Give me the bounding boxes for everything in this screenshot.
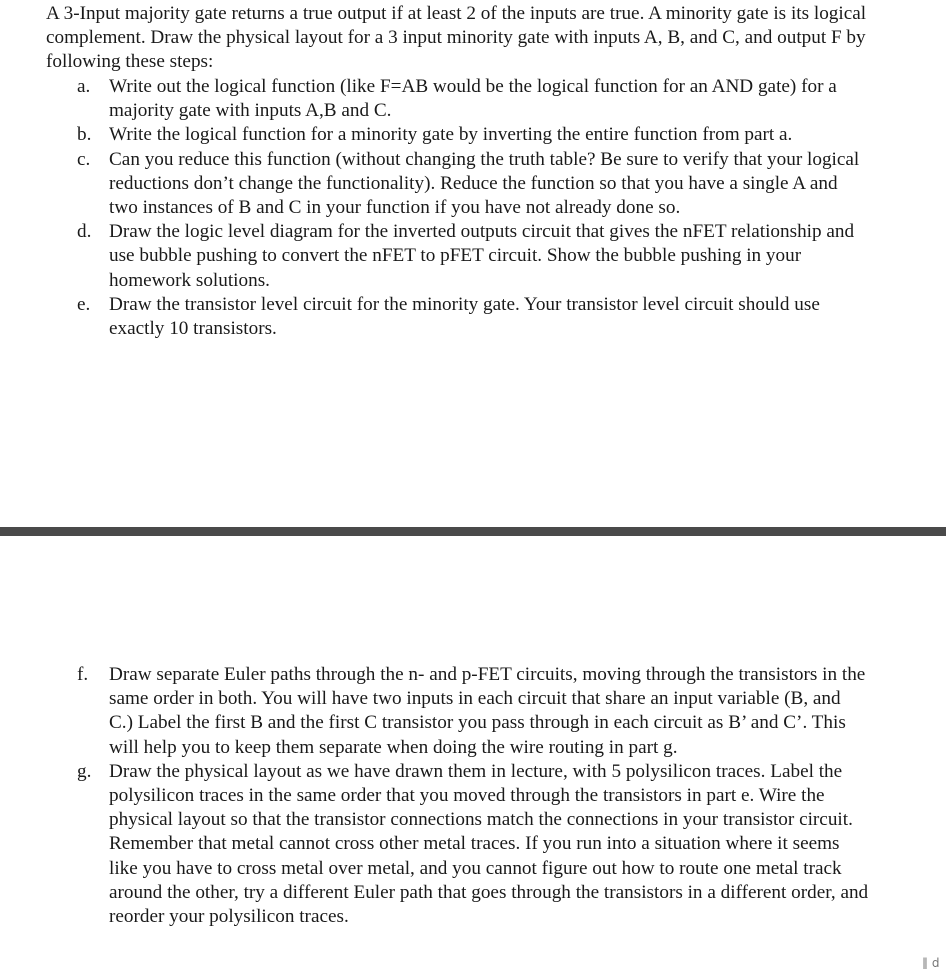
corner-resize-mark: ‖ d: [922, 957, 940, 969]
step-text: Draw the logic level diagram for the inverted outputs circuit that gives the nFET relationship and use bubble pushing to convert the nFET to pFET circuit. Show the bubble pushing in your homework solutions.: [109, 221, 855, 291]
step-item-b: [0, 123, 869, 147]
step-item-f: [0, 663, 869, 760]
step-marker: a.: [77, 76, 91, 97]
step-item-d: [0, 220, 869, 293]
step-marker: e.: [77, 293, 91, 315]
step-item-g: [0, 760, 869, 929]
step-marker: f.: [77, 664, 89, 685]
step-item-a: [0, 75, 869, 123]
step-item-e: [0, 293, 869, 341]
step-list-bottom: [0, 663, 946, 929]
step-marker: d.: [77, 221, 92, 243]
step-marker: g.: [77, 760, 92, 782]
step-marker: b.: [77, 124, 92, 146]
step-text: Draw the transistor level circuit for the minority gate. Your transistor level circuit should use exactly 10 transistors.: [109, 293, 820, 340]
step-text: Can you reduce this function (without changing the truth table? Be sure to verify that your logical reductions don’t change the functionality). Reduce the function so that you have a single A and two instances of B and C in your function if you have not already done so.: [109, 148, 860, 219]
problem-intro: A 3-Input majority gate returns a true output if at least 2 of the inputs are true. A minority gate is its logical complement. Draw the physical layout for a 3 input minority gate with inputs A, B, and C, and output F by following these steps:: [46, 3, 867, 73]
step-item-c: [0, 148, 869, 221]
step-text: Write the logical function for a minority gate by inverting the entire function from part a.: [109, 124, 793, 146]
step-text: Draw separate Euler paths through the n- and p-FET circuits, moving through the transistors in the same order in both. You will have two inputs in each circuit that share an input variable (B, and C.) Label the first B and the first C transistor you pass through in each circuit as B’ and C’. This will help you to keep them separate when doing the wire routing in part g.: [109, 664, 866, 758]
page-divider: [0, 527, 946, 536]
step-text: Write out the logical function (like F=AB would be the logical function for an AND gate) for a majority gate with inputs A,B and C.: [109, 76, 837, 122]
step-list-top: [0, 75, 946, 341]
step-text: Draw the physical layout as we have drawn them in lecture, with 5 polysilicon traces. Label the polysilicon traces in the same order that you moved through the transistors in part e. Wire the physical layout so that the transistor connections match the connections in your transistor circuit. Remember that metal cannot cross other metal traces. If you run into a situation where it seems like you have to cross metal over metal, and you cannot figure out how to route one metal track around the other, try a different Euler path that goes through the transistors in a different order, and reorder your polysilicon traces.: [109, 760, 869, 928]
step-marker: c.: [77, 148, 91, 170]
